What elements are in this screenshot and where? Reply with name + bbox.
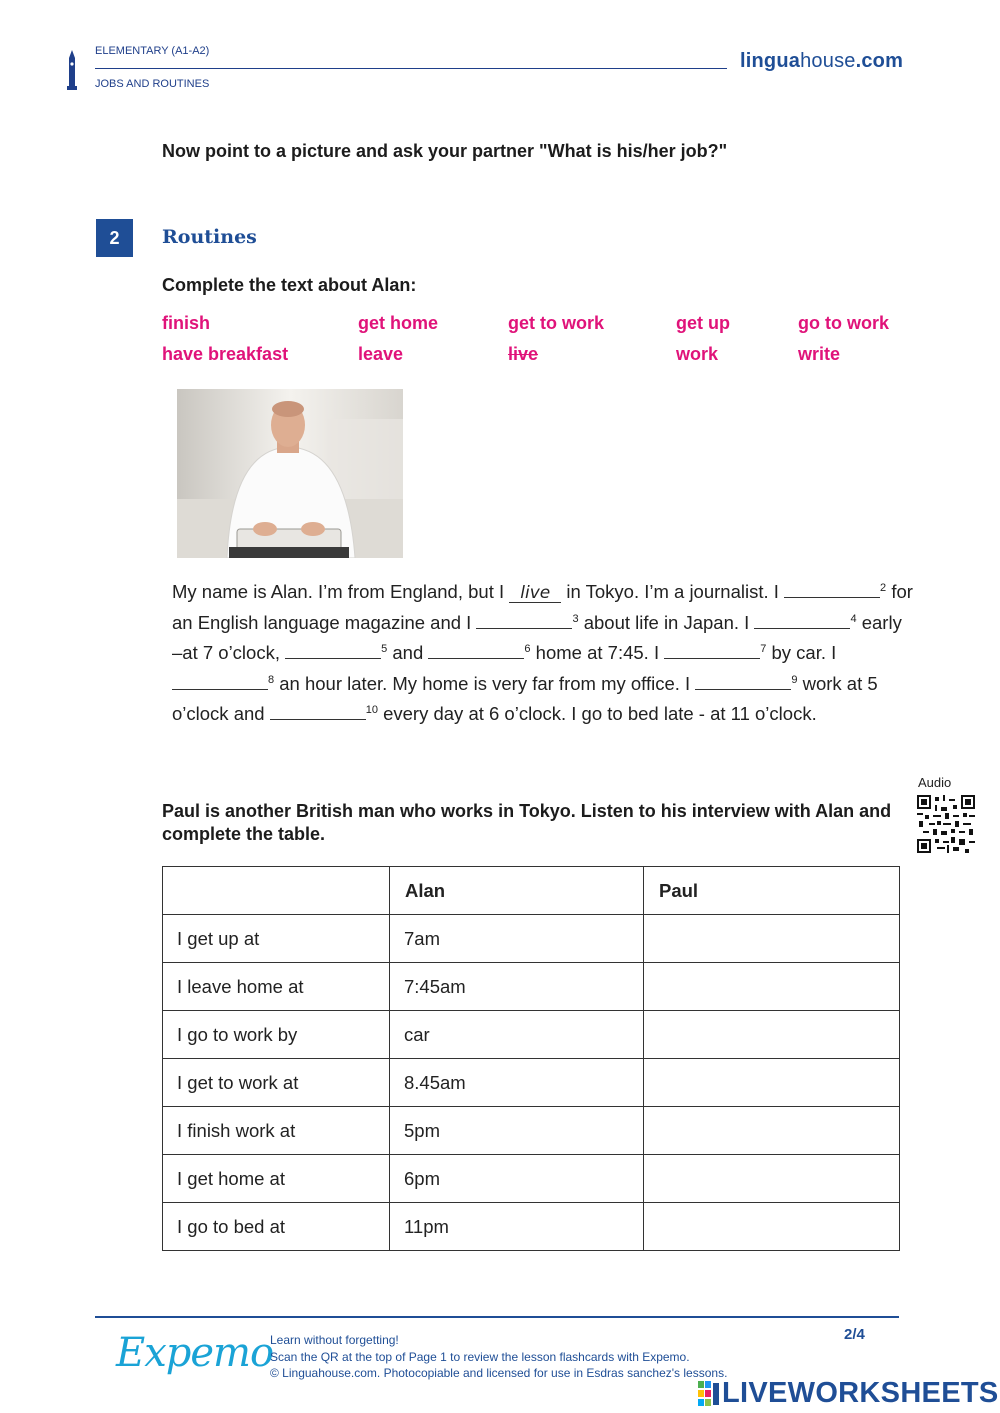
table-row (163, 915, 900, 963)
table-header: Alan (390, 867, 644, 915)
paul-answer-cell[interactable] (644, 1155, 900, 1203)
text-segment: My name is Alan. I’m from England, but I (172, 581, 505, 602)
header-divider (95, 68, 727, 69)
blank-number: 5 (381, 642, 388, 655)
footer-text (270, 1332, 727, 1382)
section-number: 2 (96, 219, 133, 257)
big-ben-icon (66, 50, 78, 90)
alan-text (172, 577, 917, 730)
text-segment: for an English language magazine and I (172, 581, 913, 633)
blank-number: 4 (850, 612, 857, 625)
table-cell: 8.45am (390, 1059, 644, 1107)
word-bank-item: get up (676, 313, 730, 333)
word-bank-item: write (798, 344, 841, 364)
blank-number: 7 (760, 642, 767, 655)
table-row (163, 1203, 900, 1251)
listen-instruction: Paul is another British man who works in Tokyo. Listen to his interview with Alan and complete the table. (162, 801, 892, 844)
paul-answer-cell[interactable] (644, 1059, 900, 1107)
table-header (163, 867, 390, 915)
blank-number: 10 (365, 703, 378, 716)
table-cell: 11pm (390, 1203, 644, 1251)
table-cell: 7:45am (390, 963, 644, 1011)
man-typing-photo (177, 389, 403, 558)
answer-blank-3[interactable] (476, 610, 572, 629)
blank-number: 9 (791, 673, 798, 686)
answer-blank-6[interactable] (428, 640, 524, 659)
answer-blank-2[interactable] (784, 579, 880, 598)
text-segment: in Tokyo. I’m a journalist. I (566, 581, 779, 602)
word-bank-item-used: live (508, 344, 539, 364)
audio-qr-code-icon[interactable] (917, 795, 975, 853)
text-segment: and (392, 642, 424, 663)
page-number: 2/4 (844, 1326, 865, 1343)
liveworksheets-logo-icon (698, 1381, 720, 1407)
word-bank-item: work (676, 344, 719, 364)
table-cell: car (390, 1011, 644, 1059)
footer-line: © Linguahouse.com. Photocopiable and licensed for use in Esdras sanchez's lessons. (270, 1366, 728, 1380)
word-bank-item: finish (162, 313, 210, 333)
table-cell: 6pm (390, 1155, 644, 1203)
answer-blank-4[interactable] (754, 610, 850, 629)
footer-line: Learn without forgetting! (270, 1333, 399, 1347)
text-segment: an hour later. My home is very far from my office. I (279, 672, 691, 694)
header-level: ELEMENTARY (A1-A2) (95, 45, 210, 57)
table-cell: I go to work by (163, 1011, 390, 1059)
word-bank-item: go to work (798, 313, 889, 333)
footer-divider (95, 1316, 899, 1318)
table-row (163, 1107, 900, 1155)
header-topic: JOBS AND ROUTINES (95, 78, 210, 90)
blank-number: 6 (524, 642, 531, 655)
table-cell: I get up at (163, 915, 390, 963)
blank-number: 3 (572, 612, 579, 625)
table-cell: I finish work at (163, 1107, 390, 1155)
word-bank-item: have breakfast (162, 344, 289, 364)
routine-table (162, 866, 900, 1251)
table-cell: 7am (390, 915, 644, 963)
paul-answer-cell[interactable] (644, 1011, 900, 1059)
word-bank-item: get home (358, 313, 439, 333)
table-cell: I go to bed at (163, 1203, 390, 1251)
table-cell: I get to work at (163, 1059, 390, 1107)
table-row (163, 1059, 900, 1107)
brand-logo[interactable] (740, 50, 903, 73)
liveworksheets-watermark[interactable] (698, 1377, 999, 1410)
instruction-top: Now point to a picture and ask your partner "What is his/her job?" (162, 141, 728, 161)
table-header-row (163, 867, 900, 915)
answer-blank-10[interactable] (270, 701, 366, 720)
brand-part: lingua (740, 50, 801, 72)
table-cell: I leave home at (163, 963, 390, 1011)
text-segment: work at 5 o’clock and (172, 672, 878, 724)
brand-part: .com (855, 50, 904, 72)
section-title: Routines (162, 226, 257, 248)
table-row (163, 963, 900, 1011)
blank-number: 2 (880, 581, 887, 594)
footer-line: Scan the QR at the top of Page 1 to review the lesson flashcards with Expemo. (270, 1349, 690, 1364)
answer-blank-8[interactable] (172, 671, 268, 690)
table-row (163, 1155, 900, 1203)
audio-label: Audio (918, 775, 952, 790)
complete-prompt: Complete the text about Alan: (162, 275, 417, 295)
answer-blank-7[interactable] (664, 640, 760, 659)
answer-blank-5[interactable] (285, 640, 381, 659)
word-bank-item: leave (358, 344, 404, 364)
text-segment: home at 7:45. I (535, 642, 660, 663)
table-cell: I get home at (163, 1155, 390, 1203)
blank-number: 8 (268, 673, 275, 686)
text-segment: every day at 6 o’clock. I go to bed late - at 11 o’clock. (383, 703, 817, 724)
answer-blank-1[interactable]: live (509, 584, 561, 603)
paul-answer-cell[interactable] (644, 963, 900, 1011)
word-bank-item: get to work (508, 313, 605, 333)
table-row (163, 1011, 900, 1059)
text-segment: about life in Japan. I (583, 611, 750, 633)
table-header: Paul (644, 867, 900, 915)
answer-blank-9[interactable] (695, 671, 791, 690)
brand-part: house (800, 50, 856, 72)
table-cell: 5pm (390, 1107, 644, 1155)
expemo-logo[interactable]: Expemo (116, 1330, 274, 1376)
paul-answer-cell[interactable] (644, 915, 900, 963)
text-segment: early –at 7 o’clock, (172, 611, 902, 663)
paul-answer-cell[interactable] (644, 1203, 900, 1251)
paul-answer-cell[interactable] (644, 1107, 900, 1155)
text-segment: by car. I (771, 642, 837, 663)
watermark-text: LIVEWORKSHEETS (722, 1377, 999, 1409)
